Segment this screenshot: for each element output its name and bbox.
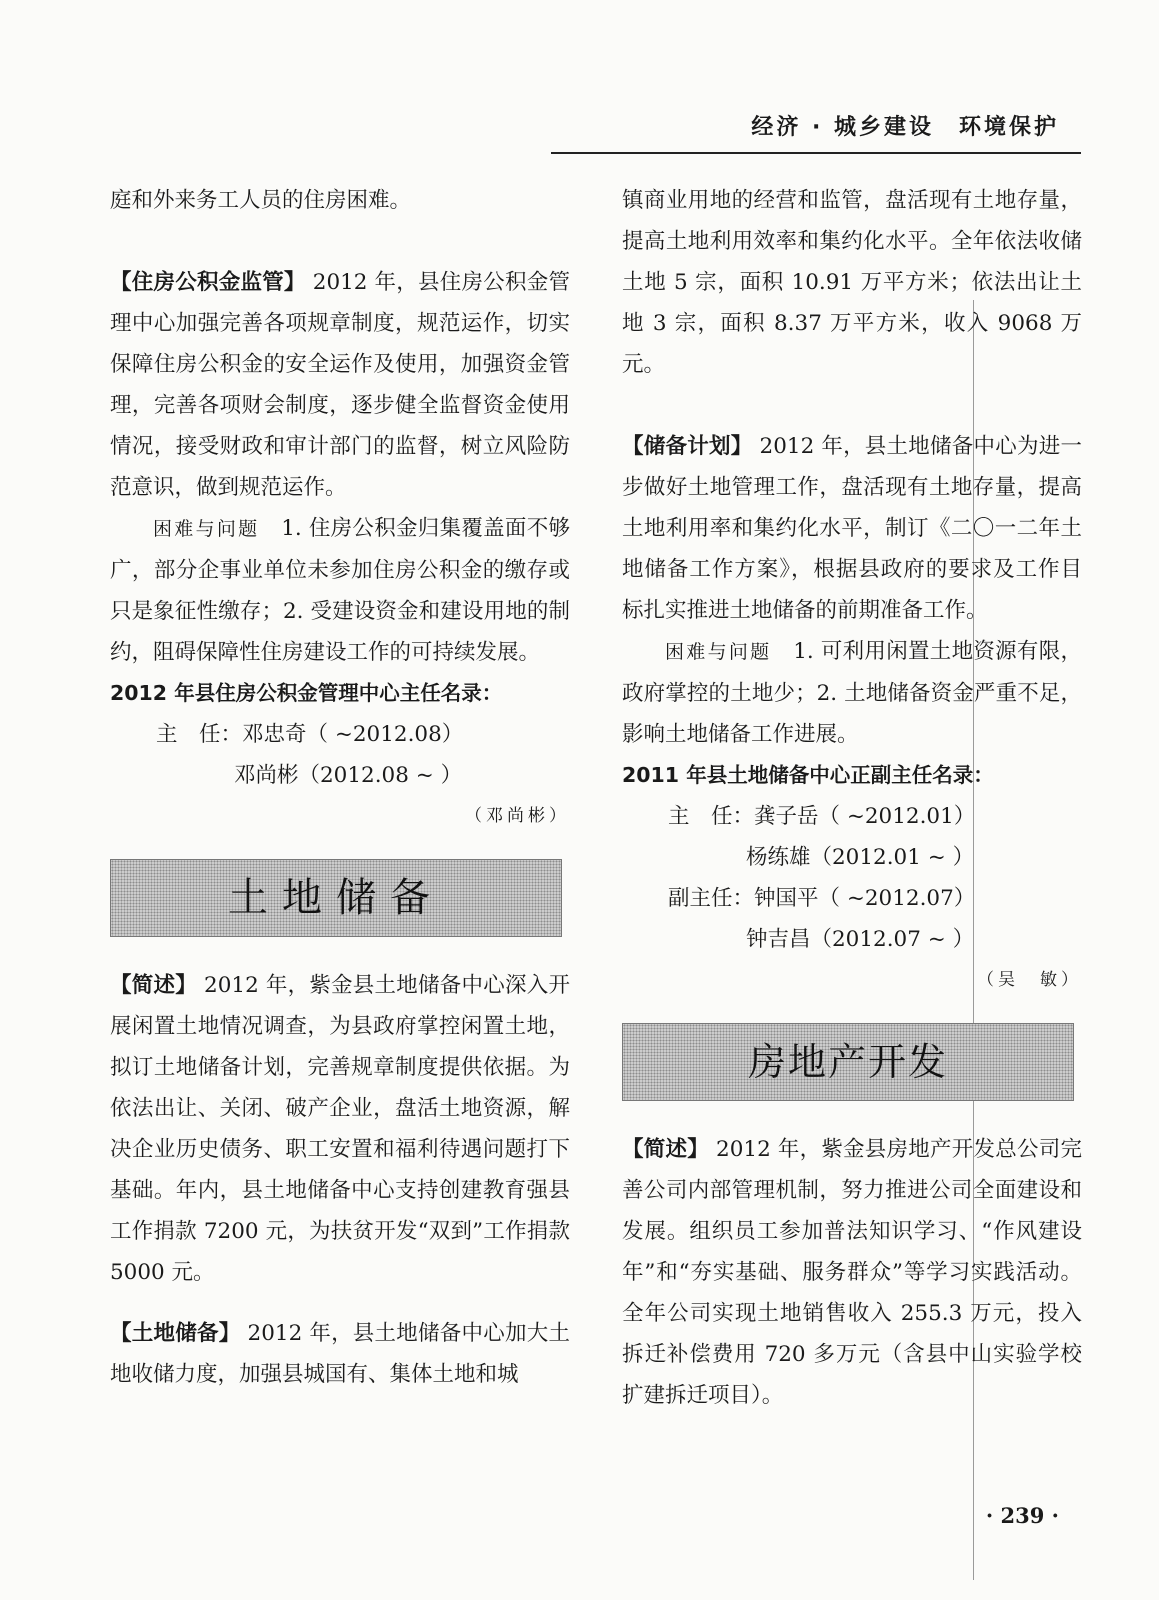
roster-title: 2011 年县土地储备中心正副主任名录： — [622, 763, 994, 787]
paragraph-continuation: 庭和外来务工人员的住房困难。 — [110, 188, 412, 213]
paragraph-land-reserve — [110, 1313, 570, 1395]
paragraph-reserve-plan — [622, 426, 1082, 631]
running-header: 经济 · 城乡建设 环境保护 — [751, 115, 1059, 140]
roster-line: 主 任：龚子岳（ ~2012.01） — [668, 804, 976, 829]
paragraph-continuation: 镇商业用地的经营和监管，盘活现有土地存量，提高土地利用效率和集约化水平。全年依法收储土地 5 宗，面积 10.91 万平方米；依法出让土地 3 宗，面积 8.37 万平方米，收入 9068 万元。 — [622, 188, 1082, 377]
difficulties-label: 困难与问题 — [153, 518, 260, 540]
entry-tag: 【简述】 — [622, 1137, 709, 1162]
entry-text: 2012 年，紫金县房地产开发总公司完善公司内部管理机制，努力推进公司全面建设和发展。组织员工参加普法知识学习、“作风建设年”和“夯实基础、服务群众”等学习实践活动。全年公司实现土地销售收入 255.3 万元，投入拆迁补偿费用 720 多万元（含县中山实验学校扩建拆迁项目）。 — [622, 1137, 1082, 1408]
roster-title: 2012 年县住房公积金管理中心主任名录： — [110, 681, 503, 705]
header-rule — [551, 152, 1081, 154]
section-heading: 房地产开发 — [747, 1039, 948, 1084]
difficulties-text: 1. 可利用闲置土地资源有限，政府掌控的土地少；2. 土地储备资金严重不足，影响土地储备工作进展。 — [622, 639, 1082, 747]
entry-text: 2012 年，紫金县土地储备中心深入开展闲置土地情况调查，为县政府掌控闲置土地，拟订土地储备计划，完善规章制度提供依据。为依法出让、关闭、破产企业，盘活土地资源，解决企业历史债务、职工安置和福利待遇问题打下基础。年内，县土地储备中心支持创建教育强县工作捐款 7200 元，为扶贫开发“双到”工作捐款 5000 元。 — [110, 973, 570, 1285]
paragraph-overview — [110, 965, 570, 1293]
entry-text: 2012 年，县土地储备中心为进一步做好土地管理工作，盘活现有土地存量，提高土地利用率和集约化水平，制订《二〇一二年土地储备工作方案》，根据县政府的要求及工作目标扎实推进土地储备的前期准备工作。 — [622, 434, 1082, 623]
section-heading-box — [622, 1023, 1074, 1101]
entry-tag: 【住房公积金监管】 — [110, 270, 306, 295]
right-column — [622, 180, 1082, 1416]
entry-tag: 【储备计划】 — [622, 434, 753, 459]
roster-line: 钟吉昌（2012.07 ~ ） — [746, 927, 975, 952]
left-column — [110, 180, 570, 1395]
entry-tag: 【简述】 — [110, 973, 197, 998]
roster-line: 邓尚彬（2012.08 ~ ） — [234, 763, 463, 788]
roster-line: 副主任：钟国平（ ~2012.07） — [668, 886, 976, 911]
author-credit: （吴 敏） — [977, 970, 1082, 990]
page-number: · 239 · — [985, 1503, 1059, 1528]
roster-line: 主 任：邓忠奇（ ~2012.08） — [156, 722, 464, 747]
difficulties-text: 1. 住房公积金归集覆盖面不够广，部分企事业单位未参加住房公积金的缴存或只是象征性缴存；2. 受建设资金和建设用地的制约，阻碍保障性住房建设工作的可持续发展。 — [110, 516, 570, 665]
entry-text: 2012 年，县住房公积金管理中心加强完善各项规章制度，规范运作，切实保障住房公积金的安全运作及使用，加强资金管理，完善各项财会制度，逐步健全监督资金使用情况，接受财政和审计部门的监督，树立风险防范意识，做到规范运作。 — [110, 270, 570, 500]
difficulties-label: 困难与问题 — [665, 641, 772, 663]
author-credit: （邓尚彬） — [465, 806, 570, 826]
entry-text: 2012 年，县土地储备中心加大土地收储力度，加强县城国有、集体土地和城 — [110, 1321, 570, 1387]
section-heading-box — [110, 859, 562, 937]
paragraph-difficulties — [110, 508, 570, 673]
paragraph-difficulties — [622, 631, 1082, 755]
paragraph-housing-fund — [110, 262, 570, 508]
roster-line: 杨练雄（2012.01 ~ ） — [746, 845, 975, 870]
entry-tag: 【土地储备】 — [110, 1321, 241, 1346]
paragraph-real-estate — [622, 1129, 1082, 1416]
section-heading: 土地储备 — [228, 874, 444, 921]
